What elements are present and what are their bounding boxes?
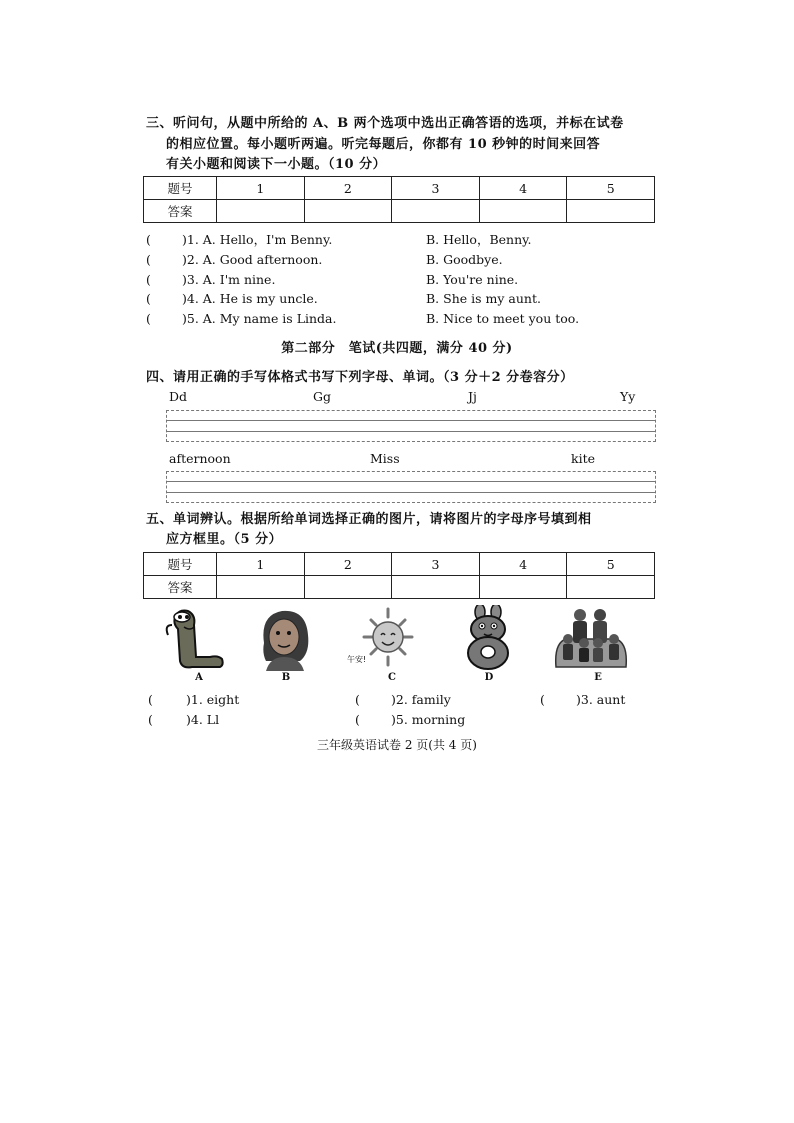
picture-letter: A — [195, 672, 203, 683]
answer-paren[interactable]: ( — [148, 692, 153, 707]
handwriting-lines-2[interactable] — [166, 471, 656, 503]
picture-letter: B — [281, 672, 291, 683]
table-number: 4 — [479, 177, 567, 200]
table-number: 3 — [392, 553, 480, 576]
answer-cell-1[interactable] — [217, 576, 305, 599]
answer-cell-4[interactable] — [479, 576, 567, 599]
answer-paren[interactable]: ( — [146, 291, 151, 306]
answer-cell-2[interactable] — [304, 576, 392, 599]
table-number: 5 — [567, 177, 655, 200]
question-row — [146, 291, 318, 307]
copy-word: kite — [571, 451, 595, 466]
answer-paren[interactable]: ( — [148, 712, 153, 727]
family-icon — [554, 605, 628, 671]
question-stem: )5. A. My name is Linda. — [182, 311, 337, 326]
answer-cell-5[interactable] — [567, 576, 655, 599]
section5-heading-line2: 应方框里。（5 分） — [166, 532, 283, 547]
handwriting-lines-1[interactable] — [166, 410, 656, 442]
question-row — [146, 272, 275, 288]
matching-word: )2. family — [391, 692, 451, 707]
letter-l-icon — [162, 605, 226, 671]
question-row — [146, 252, 322, 268]
question-row — [146, 232, 332, 248]
table-number: 2 — [304, 553, 392, 576]
table-row-label: 题号 — [144, 553, 217, 576]
question-row — [146, 311, 336, 327]
matching-item — [355, 692, 451, 708]
answer-cell-4[interactable] — [479, 200, 567, 223]
question-stem: )3. A. I'm nine. — [182, 272, 276, 287]
answer-paren[interactable]: ( — [355, 692, 360, 707]
table-number: 4 — [479, 553, 567, 576]
part2-title: 第二部分 笔试(共四题，满分 40 分) — [281, 341, 513, 356]
matching-word: )5. morning — [391, 712, 466, 727]
table-number: 3 — [392, 177, 480, 200]
answer-paren[interactable]: ( — [146, 311, 151, 326]
copy-word: Gg — [313, 389, 331, 404]
section3-answer-table — [143, 176, 655, 223]
section5-heading-line1: 五、单词辨认。根据所给单词选择正确的图片，请将图片的字母序号填到相 — [146, 512, 592, 527]
section4-heading: 四、请用正确的手写体格式书写下列字母、单词。（3 分＋2 分卷容分） — [146, 370, 574, 385]
matching-word: )1. eight — [186, 692, 240, 707]
answer-paren[interactable]: ( — [146, 232, 151, 247]
answer-paren[interactable]: ( — [146, 252, 151, 267]
picture-letter: C — [388, 672, 396, 683]
number-eight-icon — [458, 605, 518, 671]
copy-word: Dd — [169, 389, 188, 404]
sun-caption: 午安! — [347, 655, 367, 664]
answer-paren[interactable]: ( — [146, 272, 151, 287]
question-stem: )2. A. Good afternoon. — [182, 252, 323, 267]
copy-word: Miss — [370, 451, 400, 466]
copy-word: afternoon — [169, 451, 231, 466]
table-number: 2 — [304, 177, 392, 200]
answer-cell-3[interactable] — [392, 200, 480, 223]
answer-cell-3[interactable] — [392, 576, 480, 599]
answer-cell-1[interactable] — [217, 200, 305, 223]
option-b: B. Goodbye. — [426, 252, 503, 267]
option-b: B. She is my aunt. — [426, 291, 541, 306]
option-b: B. Hello，Benny. — [426, 232, 532, 247]
matching-item — [540, 692, 625, 708]
matching-item — [148, 692, 239, 708]
table-number: 5 — [567, 553, 655, 576]
answer-cell-5[interactable] — [567, 200, 655, 223]
answer-paren[interactable]: ( — [540, 692, 545, 707]
table-row-label: 答案 — [144, 576, 217, 599]
section3-heading-line1: 三、听问句，从题中所给的 A、B 两个选项中选出正确答语的选项，并标在试卷 — [146, 116, 624, 131]
copy-word: Jj — [468, 389, 477, 404]
matching-word: )4. Ll — [186, 712, 220, 727]
answer-paren[interactable]: ( — [355, 712, 360, 727]
copy-word: Yy — [620, 389, 636, 404]
section5-answer-table — [143, 552, 655, 599]
table-number: 1 — [217, 177, 305, 200]
option-b: B. Nice to meet you too. — [426, 311, 580, 326]
question-stem: )4. A. He is my uncle. — [182, 291, 318, 306]
section3-heading-line2: 的相应位置。每小题听两遍。听完每题后，你都有 10 秒钟的时间来回答 — [166, 137, 601, 152]
aunt-icon — [256, 605, 314, 671]
matching-item — [355, 712, 465, 728]
picture-letter: D — [484, 672, 494, 683]
table-row-label: 题号 — [144, 177, 217, 200]
picture-letter: E — [594, 672, 602, 683]
option-b: B. You're nine. — [426, 272, 519, 287]
question-stem: )1. A. Hello，I'm Benny. — [182, 232, 333, 247]
table-number: 1 — [217, 553, 305, 576]
table-row-label: 答案 — [144, 200, 217, 223]
answer-cell-2[interactable] — [304, 200, 392, 223]
section3-heading-line3: 有关小题和阅读下一小题。（10 分） — [166, 157, 387, 172]
matching-item — [148, 712, 219, 728]
matching-word: )3. aunt — [576, 692, 626, 707]
page-footer: 三年级英语试卷 2 页(共 4 页) — [317, 738, 477, 752]
